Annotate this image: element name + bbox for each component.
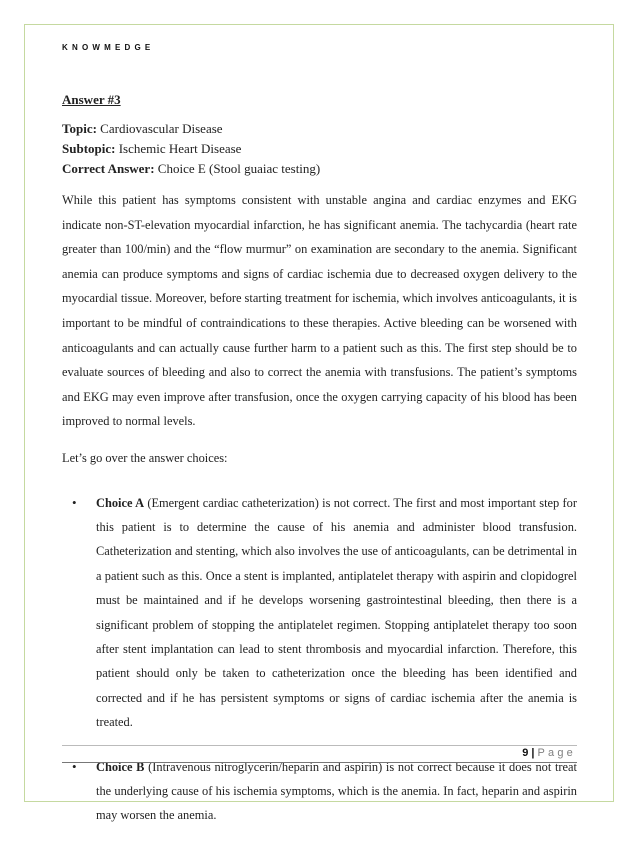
choice-item-a [62,491,577,735]
topic-label: Topic: [62,121,97,136]
choice-label: Choice A [96,495,145,510]
footer-bottom-divider [62,762,577,763]
choice-text: (Emergent cardiac catheterization) is not correct. The first and most important step for this patient is to determine the cause of his anemia and administer blood transfusion. Catheterization and stenting, which also involves the use of anticoagulants, can be detrimental in a patient such as this. Once a stent is implanted, antiplatelet therapy with aspirin and clopidogrel must be maintained and if he develops worsening gastrointestinal bleeding, then there is a significant problem of stopping the antiplatelet regimen. Stopping antiplatelet therapy too soon after stent implantation can lead to stent thrombosis and myocardial infarction. Therefore, this patient should only be taken to catheterization once the bleeding has been identified and corrected and if he has persistent symptoms or signs of cardiac ischemia after the anemia is treated. [96,495,577,730]
choice-label: Choice B [96,759,145,774]
choices-list [62,491,577,828]
topic-value: Cardiovascular Disease [100,121,223,136]
page-footer [522,747,576,759]
page-separator: | [531,747,535,759]
correct-answer-value: Choice E (Stool guaiac testing) [157,161,321,176]
bullet-icon: • [72,758,77,774]
correct-answer-line [62,159,577,179]
subtopic-value: Ischemic Heart Disease [118,141,242,156]
subtopic-label: Subtopic: [62,141,116,156]
subtopic-line [62,139,577,159]
document-content [62,92,577,848]
page-word: Page [537,747,576,759]
choices-intro: Let’s go over the answer choices: [62,450,228,465]
topic-line [62,119,577,139]
page-number: 9 [522,747,529,759]
answer-meta [62,119,577,179]
footer-divider [62,745,577,746]
header-brand: KNOWMEDGE [62,43,155,52]
correct-answer-label: Correct Answer: [62,161,155,176]
bullet-icon: • [72,494,77,510]
answer-title: Answer #3 [62,92,121,107]
explanation-paragraph: While this patient has symptoms consistent with unstable angina and cardiac enzymes and EKG indicate non-ST-elevation myocardial infarction, he has significant anemia. The tachycardia (heart rate greater than 100/min) and the “flow murmur” on examination are secondary to the anemia. Significant anemia can produce symptoms and signs of cardiac ischemia due to decreased oxygen delivery to the myocardial tissue. Moreover, before starting treatment for ischemia, which involves anticoagulants, it is important to be mindful of contraindications to these therapies. Active bleeding can be worsened with anticoagulants and can actually cause further harm to a patient such as this. The first step should be to evaluate sources of bleeding and also to correct the anemia with transfusions. The patient’s symptoms and EKG may even improve after transfusion, once the oxygen carrying capacity of his blood has been improved to normal levels. [62,193,577,429]
choice-item-b [62,755,577,828]
choice-text: (Intravenous nitroglycerin/heparin and aspirin) is not correct because it does not treat the underlying cause of his ischemia symptoms, which is the anemia. In fact, heparin and aspirin may worsen the anemia. [96,759,577,823]
